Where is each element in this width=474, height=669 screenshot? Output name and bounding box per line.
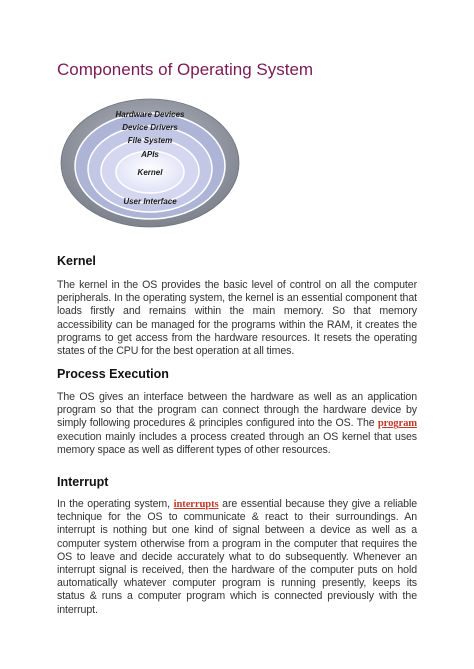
layer-label-device-drivers: Device Drivers (122, 123, 178, 132)
program-link[interactable]: program (377, 418, 417, 430)
process-execution-heading: Process Execution (57, 367, 169, 381)
process-execution-text-before: The OS gives an interface between the hardware as well as an application program so that the program can connect through the hardware device by simply following procedures & principles configured into the OS. The (57, 391, 417, 430)
interrupt-heading: Interrupt (57, 475, 109, 489)
interrupt-text-after: are essential because they give a reliable technique for the OS to communicate & react to their surroundings. An interrupt is nothing but one kind of signal between a device as well as a computer system otherwise from a program in the computer that requires the OS to leave and decide accurately what to do subsequently. Whenever an interrupt signal is received, then the hardware of the computer puts on hold automatically whatever computer program is running presently, keeps its status & runs a computer program which is connected previously with the interrupt. (57, 498, 417, 616)
interrupts-link[interactable]: interrupts (173, 499, 219, 510)
kernel-paragraph: The kernel in the OS provides the basic level of control on all the computer peripherals. In the operating system, the kernel is an essential component that loads firstly and remains within the main memory. So that memory accessibility can be managed for the programs within the RAM, it creates the programs to get access from the hardware resources. It resets the operating states of the CPU for the best operation at all times. (57, 279, 417, 358)
layer-label-apis: APIs (141, 150, 159, 159)
kernel-heading: Kernel (57, 254, 96, 268)
layer-label-file-system: File System (127, 136, 173, 145)
os-layers-diagram (60, 98, 240, 228)
layer-label-user-interface: User Interface (123, 197, 177, 206)
layer-label-kernel: Kernel (137, 168, 163, 177)
interrupt-paragraph (57, 498, 417, 617)
process-execution-paragraph (57, 391, 417, 457)
layer-label-hardware-devices: Hardware Devices (115, 110, 185, 119)
process-execution-text-after: execution mainly includes a process created through an OS kernel that uses memory space as well as different types of other resources. (57, 430, 417, 456)
page-title: Components of Operating System (57, 60, 314, 79)
interrupt-text-before: In the operating system, (57, 498, 174, 510)
